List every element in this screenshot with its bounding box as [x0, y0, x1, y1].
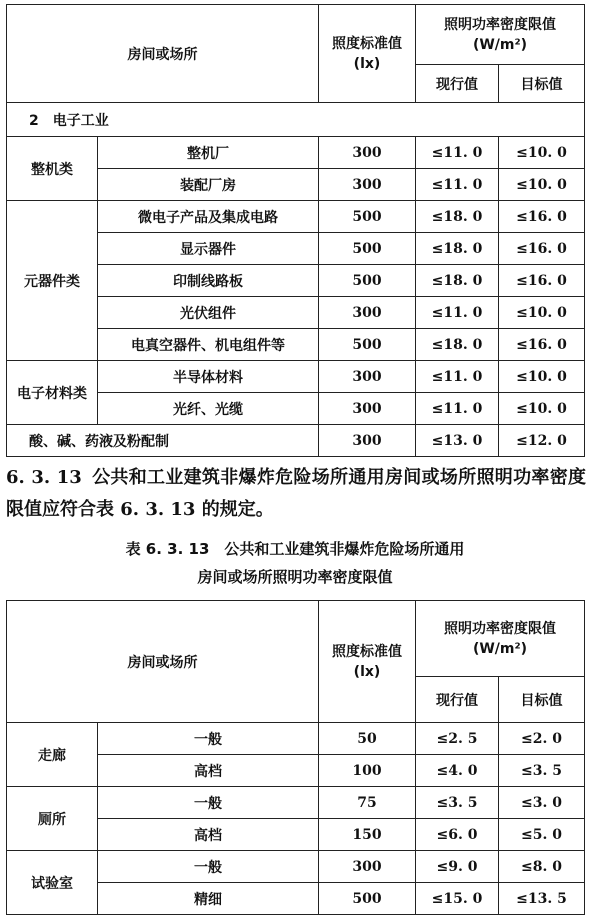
- target-value-cell: ≤16. 0: [499, 329, 585, 361]
- illuminance-cell: 300: [319, 297, 416, 329]
- header-lpd-unit: (W/m²): [472, 640, 528, 657]
- header-illuminance-unit: (lx): [353, 663, 381, 680]
- current-value-cell: ≤9. 0: [416, 851, 499, 883]
- header-lpd: [416, 5, 585, 65]
- illuminance-cell: 100: [319, 755, 416, 787]
- illuminance-cell: 500: [319, 233, 416, 265]
- illuminance-cell: 50: [319, 723, 416, 755]
- lpd-table-general: [6, 600, 585, 915]
- current-value-cell: ≤11. 0: [416, 169, 499, 201]
- category-cell: 试验室: [7, 851, 98, 915]
- current-value-cell: ≤18. 0: [416, 233, 499, 265]
- current-value-cell: ≤6. 0: [416, 819, 499, 851]
- illuminance-cell: 500: [319, 265, 416, 297]
- table-row: [7, 851, 585, 883]
- category-cell: 电子材料类: [7, 361, 98, 425]
- place-cell: 一般: [98, 851, 319, 883]
- header-illuminance-unit: (lx): [353, 55, 381, 72]
- illuminance-cell: 300: [319, 169, 416, 201]
- illuminance-cell: 300: [319, 393, 416, 425]
- category-cell: 元器件类: [7, 201, 98, 361]
- category-cell: 整机类: [7, 137, 98, 201]
- target-value-cell: ≤10. 0: [499, 169, 585, 201]
- header-lpd-label: 照明功率密度限值: [444, 16, 556, 33]
- target-value-cell: ≤16. 0: [499, 233, 585, 265]
- place-cell: 高档: [98, 819, 319, 851]
- place-cell: 显示器件: [98, 233, 319, 265]
- illuminance-cell: 300: [319, 137, 416, 169]
- place-cell: 酸、碱、药液及粉配制: [7, 425, 319, 457]
- target-value-cell: ≤10. 0: [499, 361, 585, 393]
- target-value-cell: ≤5. 0: [499, 819, 585, 851]
- table-row: [7, 425, 585, 457]
- target-value-cell: ≤13. 5: [499, 883, 585, 915]
- table-row: [7, 787, 585, 819]
- place-cell: 整机厂: [98, 137, 319, 169]
- header-room: 房间或场所: [7, 5, 319, 103]
- illuminance-cell: 75: [319, 787, 416, 819]
- current-value-cell: ≤13. 0: [416, 425, 499, 457]
- current-value-cell: ≤11. 0: [416, 137, 499, 169]
- category-cell: 走廊: [7, 723, 98, 787]
- place-cell: 精细: [98, 883, 319, 915]
- current-value-cell: ≤11. 0: [416, 297, 499, 329]
- header-lpd-label: 照明功率密度限值: [444, 620, 556, 637]
- place-cell: 光纤、光缆: [98, 393, 319, 425]
- clause-number: 6. 3. 13: [6, 467, 82, 488]
- place-cell: 电真空器件、机电组件等: [98, 329, 319, 361]
- header-target: 目标值: [499, 677, 585, 723]
- illuminance-cell: 500: [319, 883, 416, 915]
- illuminance-cell: 300: [319, 425, 416, 457]
- header-current: 现行值: [416, 677, 499, 723]
- current-value-cell: ≤15. 0: [416, 883, 499, 915]
- current-value-cell: ≤18. 0: [416, 201, 499, 233]
- header-lpd: [416, 601, 585, 677]
- target-value-cell: ≤8. 0: [499, 851, 585, 883]
- target-value-cell: ≤16. 0: [499, 265, 585, 297]
- target-value-cell: ≤16. 0: [499, 201, 585, 233]
- current-value-cell: ≤2. 5: [416, 723, 499, 755]
- target-value-cell: ≤10. 0: [499, 137, 585, 169]
- target-value-cell: ≤2. 0: [499, 723, 585, 755]
- table-row: [7, 137, 585, 169]
- current-value-cell: ≤3. 5: [416, 787, 499, 819]
- illuminance-cell: 300: [319, 851, 416, 883]
- place-cell: 光伏组件: [98, 297, 319, 329]
- header-illuminance: [319, 5, 416, 103]
- header-room: 房间或场所: [7, 601, 319, 723]
- section-title: 2 电子工业: [7, 103, 585, 137]
- header-illuminance: [319, 601, 416, 723]
- illuminance-cell: 500: [319, 329, 416, 361]
- illuminance-cell: 150: [319, 819, 416, 851]
- clause-text: 公共和工业建筑非爆炸危险场所通用房间或场所照明功率密度限值应符合表 6. 3. 13 的规定。: [6, 467, 586, 520]
- target-value-cell: ≤12. 0: [499, 425, 585, 457]
- table-row: [7, 723, 585, 755]
- current-value-cell: ≤4. 0: [416, 755, 499, 787]
- current-value-cell: ≤11. 0: [416, 393, 499, 425]
- table-caption-line1: 表 6. 3. 13 公共和工业建筑非爆炸危险场所通用: [125, 540, 465, 558]
- current-value-cell: ≤18. 0: [416, 265, 499, 297]
- current-value-cell: ≤11. 0: [416, 361, 499, 393]
- header-target: 目标值: [499, 65, 585, 103]
- place-cell: 高档: [98, 755, 319, 787]
- place-cell: 微电子产品及集成电路: [98, 201, 319, 233]
- table-row: [7, 361, 585, 393]
- header-lpd-unit: (W/m²): [472, 36, 528, 53]
- place-cell: 一般: [98, 787, 319, 819]
- place-cell: 一般: [98, 723, 319, 755]
- clause-paragraph: [6, 462, 586, 526]
- illuminance-cell: 500: [319, 201, 416, 233]
- target-value-cell: ≤10. 0: [499, 393, 585, 425]
- place-cell: 半导体材料: [98, 361, 319, 393]
- place-cell: 装配厂房: [98, 169, 319, 201]
- category-cell: 厕所: [7, 787, 98, 851]
- header-illuminance-label: 照度标准值: [332, 35, 402, 52]
- target-value-cell: ≤3. 0: [499, 787, 585, 819]
- header-current: 现行值: [416, 65, 499, 103]
- target-value-cell: ≤10. 0: [499, 297, 585, 329]
- target-value-cell: ≤3. 5: [499, 755, 585, 787]
- illuminance-cell: 300: [319, 361, 416, 393]
- current-value-cell: ≤18. 0: [416, 329, 499, 361]
- table-caption-line2: 房间或场所照明功率密度限值: [197, 568, 393, 586]
- table-row: [7, 201, 585, 233]
- lpd-table-electronics: [6, 4, 585, 457]
- place-cell: 印制线路板: [98, 265, 319, 297]
- header-illuminance-label: 照度标准值: [332, 643, 402, 660]
